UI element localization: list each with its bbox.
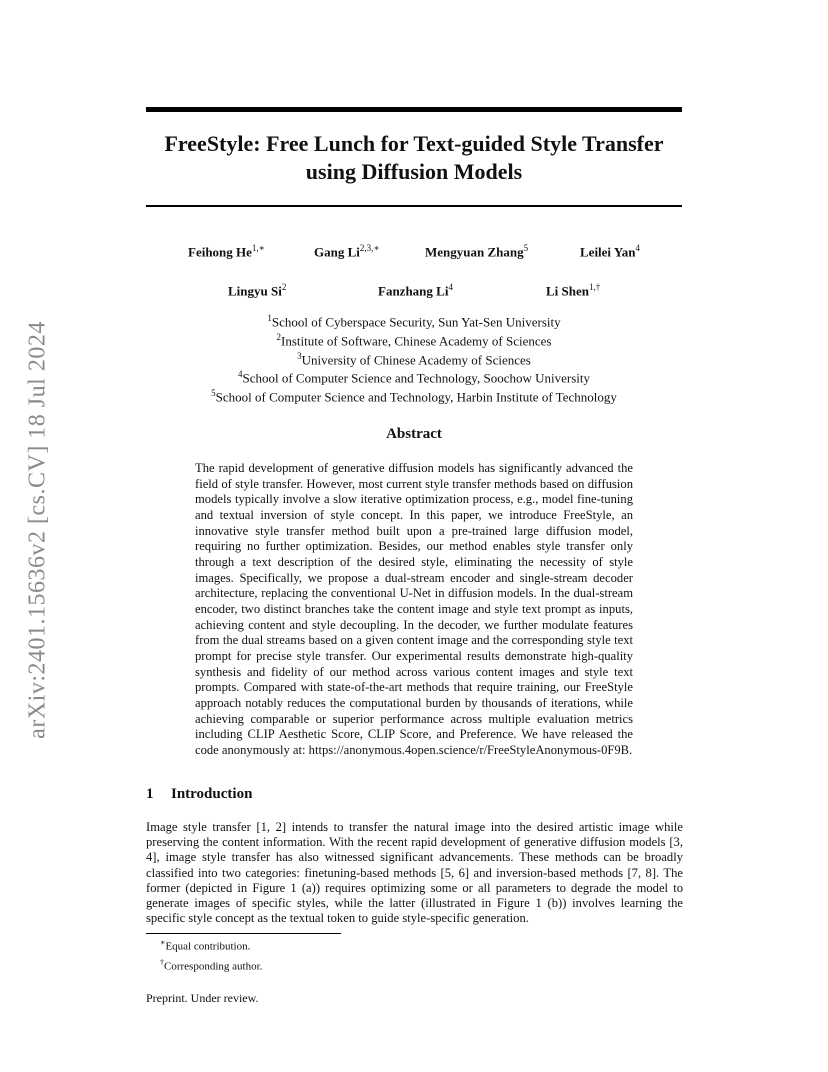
- section-number: 1: [146, 786, 154, 802]
- footnote: †Corresponding author.: [160, 957, 263, 973]
- introduction-text: Image style transfer [1, 2] intends to transfer the natural image into the desired artistic image while preserving the content information. With the recent rapid development of generative diffusion models [3, 4], image style transfer has also witnessed significant advancements. These methods can be broadly classified into two categories: finetuning-based methods [5, 6] and inversion-based methods [7, 8]. The former (depicted in Figure 1 (a)) requires optimizing some or all parameters to degrade the model to generate images of specific styles, while the latter (illustrated in Figure 1 (b)) involves learning the specific style concept as the textual token to guide style-specific generation.: [146, 820, 683, 926]
- affiliation: $^3$University of Chinese Academy of Sciences: [297, 350, 531, 367]
- affiliation: $^4$School of Computer Science and Technology, Soochow University: [237, 369, 590, 386]
- title-top-rule: [146, 107, 682, 112]
- author-feihong-he: Feihong $He^{1,∗}$: [188, 243, 265, 260]
- affiliations: [146, 311, 682, 405]
- affiliation: $^5$School of Computer Science and Technology, Harbin Institute of Technology: [211, 388, 617, 405]
- section-title: Introduction: [171, 786, 253, 802]
- abstract-heading: Abstract: [386, 426, 442, 442]
- footnotes: [160, 935, 262, 974]
- paper-title: FreeStyle: Free Lunch for Text-guided Style Transfer using Diffusion Models: [164, 131, 664, 184]
- title-bottom-rule: [146, 205, 682, 207]
- author-lingyu-si: Lingyu Si$^2$: [228, 282, 287, 299]
- affiliation: $^2$Institute of Software, Chinese Academy of Sciences: [276, 331, 552, 349]
- abstract-text: The rapid development of generative diffusion models has significantly advanced the field of style transfer. However, most current style transfer methods based on diffusion models typically involve a slow iterative optimization process, e.g., model fine-tuning and textual inversion of style concept. In this paper, we introduce FreeStyle, an innovative style transfer method built upon a pre-trained large diffusion model, requiring no further optimization. Besides, our method enables style transfer only through a text description of the desired style, eliminating the necessity of style images. Specifically, we propose a dual-stream encoder and single-stream decoder architecture, replacing the conventional U-Net in diffusion models. In the dual-stream encoder, two distinct branches take the content image and style text prompt as inputs, achieving content and style decoupling. In the decoder, we further modulate features from the dual streams based on a given content image and the corresponding style text prompt for precise style transfer. Our experimental results demonstrate high-quality synthesis and fidelity of our method across various content images and style text prompts. Compared with state-of-the-art methods that require training, our FreeStyle approach notably reduces the computational burden by thousands of iterations, while achieving comparable or superior performance across multiple evaluation metrics including CLIP Aesthetic Score, CLIP Score, and Preference. We have released the code anonymously at: https://anonymous.4open.science/r/FreeStyleAnonymous-0F9B.: [195, 461, 633, 757]
- author-leilei-yan: Leilei Yan$^4$: [580, 243, 640, 260]
- footnote-rule: [146, 933, 341, 934]
- author-fanzhang-li: Fanzhang Li$^4$: [378, 282, 453, 299]
- footnote: ∗Equal contribution.: [160, 938, 251, 953]
- section-heading: [146, 786, 252, 803]
- author-li-shen: Li Shen$^{1,\dagger}$: [546, 282, 601, 299]
- arxiv-stamp: arXiv:2401.15636v2 [cs.CV] 18 Jul 2024: [24, 321, 51, 739]
- author-gang-li: Gang $Li^{2,3,∗}$: [314, 243, 380, 260]
- author-mengyuan-zhang: Mengyuan Zhang$^5$: [425, 243, 529, 260]
- preprint-note: Preprint. Under review.: [146, 991, 259, 1005]
- affiliation: $^1$School of Cyberspace Security, Sun Yat-Sen University: [267, 313, 561, 330]
